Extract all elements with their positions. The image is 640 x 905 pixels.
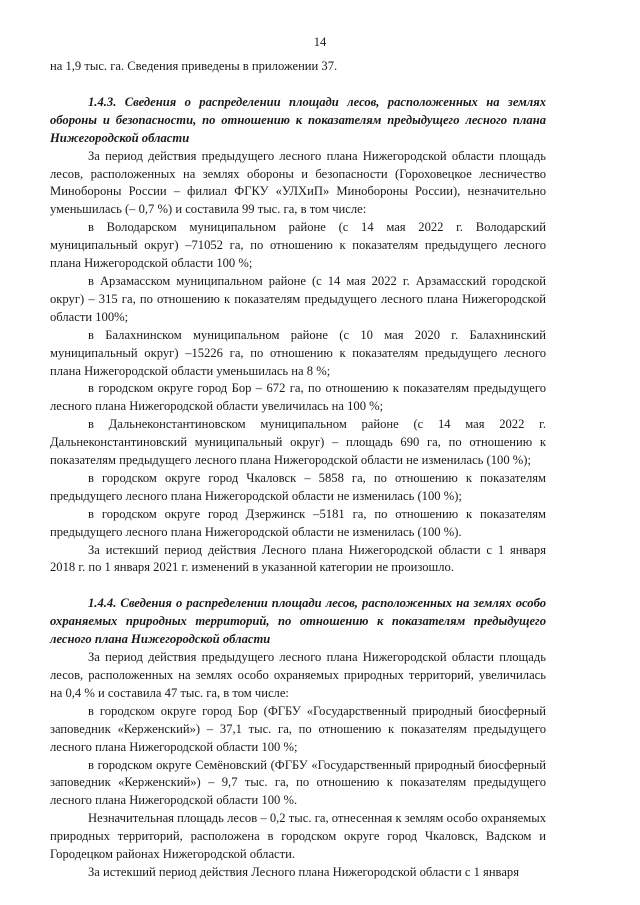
paragraph: Незначительная площадь лесов – 0,2 тыс. га, отнесенная к землям особо охраняемых природных территорий, расположена в городском округе город Чкаловск, Вадском и Городецком районах Нижегородской области.	[50, 811, 546, 862]
paragraph: За период действия предыдущего лесного плана Нижегородской области площадь лесов, расположенных на землях обороны и безопасности (Гороховецкое лесничество Минобороны России – филиал ФГКУ «УЛХиП» Минобороны России), незначительно уменьшилась (– 0,7 %) и составила 99 тыс. га, в том числе:	[50, 148, 546, 217]
paragraph: За период действия предыдущего лесного плана Нижегородской области площадь лесов, расположенных на землях особо охраняемых природных территорий, увеличилась на 0,4 % и составила 47 тыс. га, в том числе:	[50, 650, 546, 700]
paragraph: в Володарском муниципальном районе (с 14 мая 2022 г. Володарский муниципальный округ) –71052 га, по отношению к показателям предыдущего лесного плана Нижегородской области 100 %;	[50, 220, 546, 271]
intro-line: на 1,9 тыс. га. Сведения приведены в приложении 37.	[50, 59, 338, 73]
paragraph: За истекший период действия Лесного плана Нижегородской области с 1 января	[88, 864, 520, 879]
paragraph: в городском округе город Бор (ФГБУ «Государственный природный биосферный заповедник «Керженский») – 37,1 тыс. га, по отношению к показателям предыдущего лесного плана Нижегородской области 100 %;	[50, 703, 546, 754]
section-heading-1-4-4: 1.4.4. Сведения о распределении площади лесов, расположенных на землях особо охраняемых природных территорий, по отношению к показателям предыдущего лесного плана Нижегородской области	[50, 596, 546, 647]
section-heading-1-4-3: 1.4.3. Сведения о распределении площади лесов, расположенных на землях обороны и безопасности, по отношению к показателям предыдущего лесного плана Нижегородской области	[50, 94, 546, 145]
paragraph: в городском округе Семёновский (ФГБУ «Государственный природный биосферный заповедник «Керженский») – 9,7 тыс. га, по отношению к показателям предыдущего лесного плана Нижегородской области 100 %.	[50, 757, 546, 808]
paragraph: в городском округе город Дзержинск –5181 га, по отношению к показателям предыдущего лесного плана Нижегородской области не изменилась (100 %).	[50, 506, 546, 539]
paragraph: За истекший период действия Лесного плана Нижегородской области с 1 января 2018 г. по 1 января 2021 г. изменений в указанной категории не произошло.	[50, 542, 546, 575]
page-number: 14	[313, 35, 327, 49]
paragraph: в Арзамасском муниципальном районе (с 14 мая 2022 г. Арзамасский городской округ) – 315 га, по отношению к показателям предыдущего лесного плана Нижегородской области 100%;	[50, 273, 546, 324]
paragraph: в Дальнеконстантиновском муниципальном районе (с 14 мая 2022 г. Дальнеконстантиновский муниципальный округ) – площадь 690 га, по отношению к показателям предыдущего лесного плана Нижегородской области не изменилась (100 %);	[50, 417, 546, 468]
paragraph: в Балахнинском муниципальном районе (с 10 мая 2020 г. Балахнинский муниципальный округ) –15226 га, по отношению к показателям предыдущего лесного плана Нижегородской области уменьшилась на 8 %;	[50, 327, 546, 378]
paragraph: в городском округе город Чкаловск – 5858 га, по отношению к показателям предыдущего лесного плана Нижегородской области не изменилась (100 %);	[50, 470, 546, 503]
paragraph: в городском округе город Бор – 672 га, по отношению к показателям предыдущего лесного плана Нижегородской области увеличилась на 100 %;	[50, 381, 546, 414]
page-content	[50, 58, 546, 882]
